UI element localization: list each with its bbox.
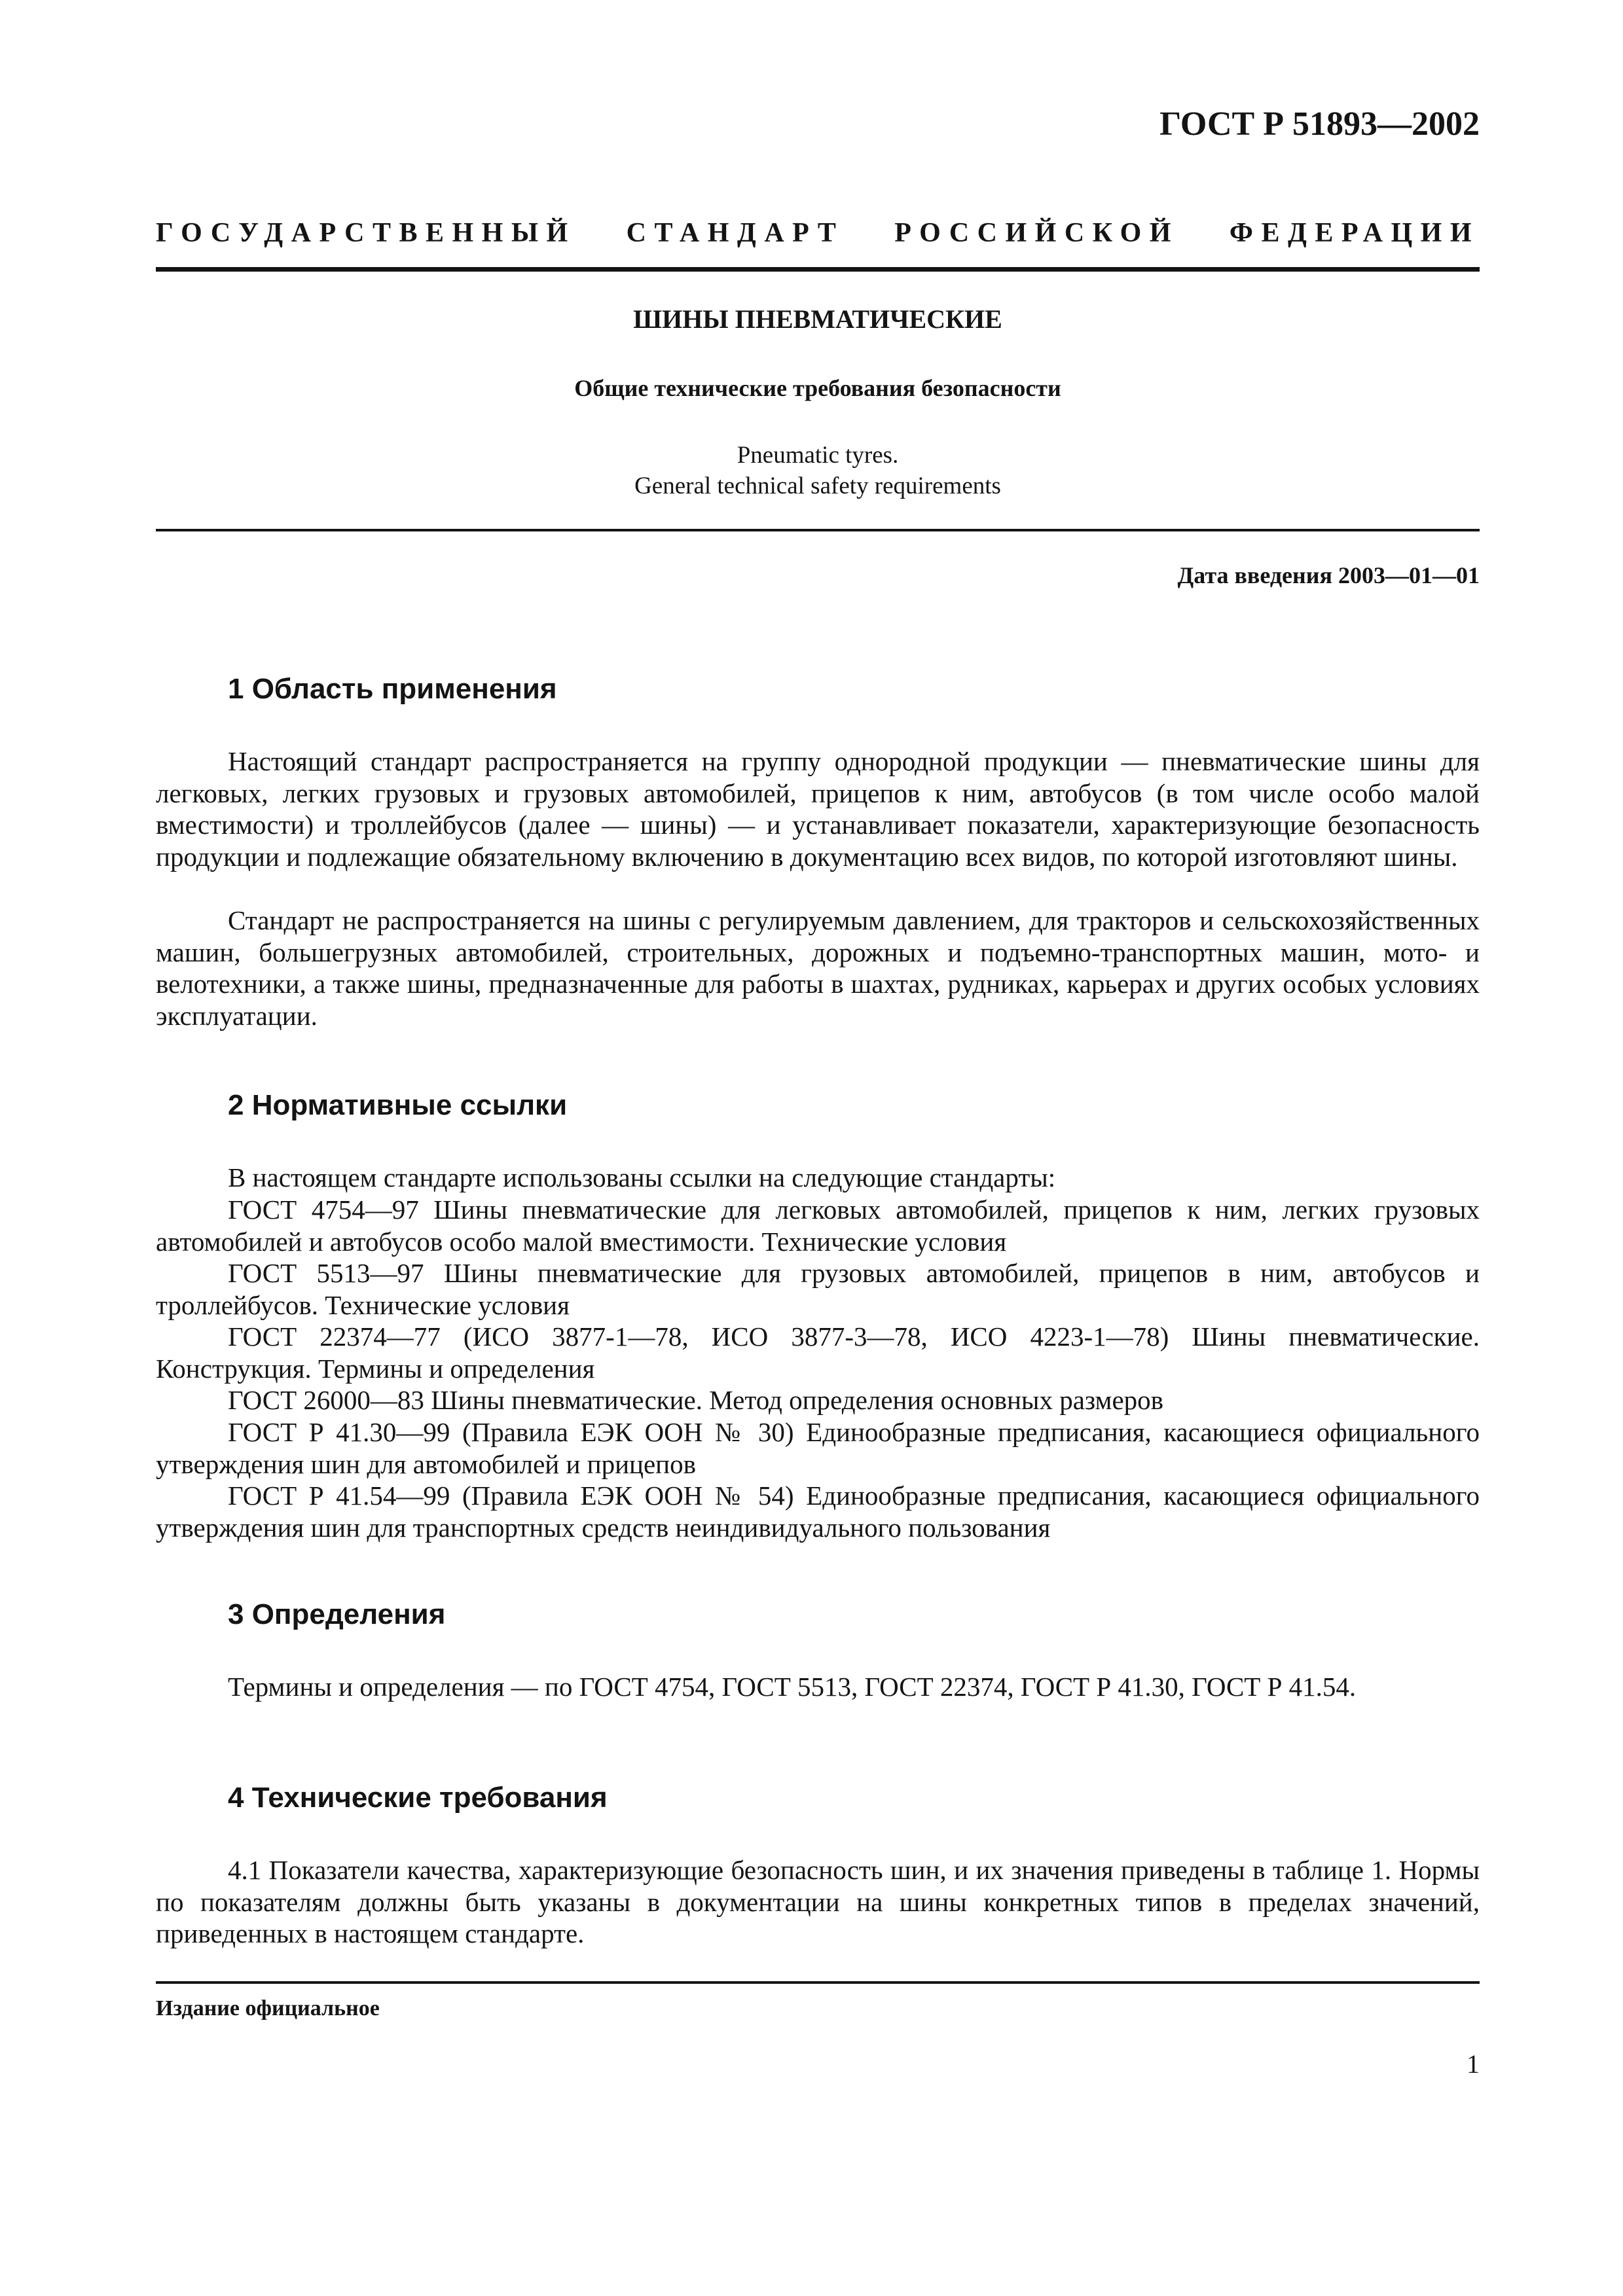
document-subtitle: Общие технические требования безопасности — [574, 375, 1061, 401]
footer-rule — [156, 1981, 1480, 1984]
reference-item: ГОСТ 4754—97 Шины пневматические для легковых автомобилей, прицепов к ним, легких грузовых автомобилей и автобусов особо малой вместимости. Технические условия — [156, 1194, 1480, 1257]
section-1-paragraph-1: Настоящий стандарт распространяется на группу однородной продукции — пневматические шины для легковых, легких грузовых и грузовых автомобилей, прицепов к ним, автобусов (в том числе особо малой вместимости) и троллейбусов (далее — шины) — и устанавливает показатели, характеризующие безопасность продукции и подлежащие обязательному включению в документацию всех видов, по которой изготовляют шины. — [156, 746, 1480, 872]
page-number: 1 — [1467, 2049, 1480, 2079]
title-rule — [156, 529, 1480, 531]
section-4-paragraph: 4.1 Показатели качества, характеризующие безопасность шин, и их значения приведены в таблице 1. Нормы по показателям должны быть указаны в документации на шины конкретных типов в пределах значений, приведенных в настоящем стандарте. — [156, 1855, 1480, 1948]
reference-item: ГОСТ 22374—77 (ИСО 3877-1—78, ИСО 3877-3—78, ИСО 4223-1—78) Шины пневматические. Конструкция. Термины и определения — [156, 1321, 1480, 1384]
section-3-heading: 3 Определения — [228, 1598, 446, 1630]
section-4-heading: 4 Технические требования — [228, 1782, 608, 1814]
document-title: ШИНЫ ПНЕВМАТИЧЕСКИЕ — [633, 304, 1002, 334]
edition-label: Издание официальное — [156, 1996, 380, 2020]
standard-banner: ГОСУДАРСТВЕННЫЙ СТАНДАРТ РОССИЙСКОЙ ФЕДЕРАЦИИ — [156, 218, 1480, 248]
section-1-heading: 1 Область применения — [228, 673, 557, 705]
section-2-heading: 2 Нормативные ссылки — [228, 1089, 568, 1121]
section-1-paragraph-2: Стандарт не распространяется на шины с регулируемым давлением, для тракторов и сельскохозяйственных машин, большегрузных автомобилей, строительных, дорожных и подъемно-транспортных машин, мото- и велотехники, а также шины, предназначенные для работы в шахтах, рудниках, карьерах и других особых условиях эксплуатации. — [156, 905, 1480, 1031]
reference-item: ГОСТ Р 41.54—99 (Правила ЕЭК ООН № 54) Единообразные предписания, касающиеся официального утверждения шин для транспортных средств неиндивидуального пользования — [156, 1480, 1480, 1543]
header-rule — [156, 267, 1480, 272]
reference-item: ГОСТ Р 41.30—99 (Правила ЕЭК ООН № 30) Единообразные предписания, касающиеся официального утверждения шин для автомобилей и прицепов — [156, 1417, 1480, 1479]
english-title — [156, 440, 1480, 501]
english-title-line-2: General technical safety requirements — [634, 473, 1001, 499]
section-2-intro: В настоящем стандарте использованы ссылки на следующие стандарты: — [228, 1162, 1056, 1193]
reference-item: ГОСТ 26000—83 Шины пневматические. Метод определения основных размеров — [228, 1385, 1164, 1415]
section-3-paragraph: Термины и определения — по ГОСТ 4754, ГОСТ 5513, ГОСТ 22374, ГОСТ Р 41.30, ГОСТ Р 41.54. — [228, 1672, 1357, 1702]
reference-item: ГОСТ 5513—97 Шины пневматические для грузовых автомобилей, прицепов в ним, автобусов и троллейбусов. Технические условия — [156, 1258, 1480, 1320]
introduction-date: Дата введения 2003—01—01 — [1177, 562, 1480, 588]
english-title-line-1: Pneumatic tyres. — [737, 442, 899, 469]
gost-code: ГОСТ Р 51893—2002 — [1159, 105, 1480, 143]
